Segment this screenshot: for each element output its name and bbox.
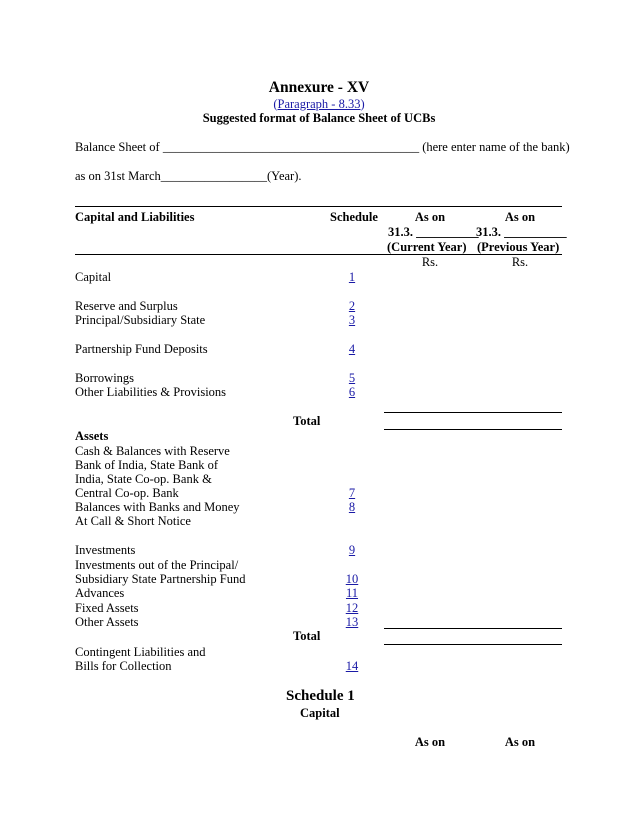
rs-previous: Rs. xyxy=(511,255,529,269)
as-on-line xyxy=(75,169,302,184)
page-subtitle: Suggested format of Balance Sheet of UCBs xyxy=(202,111,436,125)
assets-heading: Assets xyxy=(75,429,109,443)
liability-reserve-surplus: Reserve and Surplus xyxy=(75,299,178,313)
asset-other: Other Assets xyxy=(75,615,139,629)
liability-principal-subsidiary: Principal/Subsidiary State xyxy=(75,313,206,327)
contingent-line2: Bills for Collection xyxy=(75,659,172,673)
paragraph-open: ( xyxy=(273,97,278,111)
asset-fixed: Fixed Assets xyxy=(75,601,139,615)
liability-partnership-fund: Partnership Fund Deposits xyxy=(75,342,208,356)
schedule-link-14[interactable]: 14 xyxy=(345,659,359,673)
schedule-link-10[interactable]: 10 xyxy=(345,572,359,586)
paragraph-link[interactable]: Paragraph - 8.33 xyxy=(277,97,361,111)
asset-balances-line1: Balances with Banks and Money xyxy=(75,500,240,514)
schedule-link-5[interactable]: 5 xyxy=(348,371,356,385)
schedule-link-13[interactable]: 13 xyxy=(345,615,359,629)
header-top-rule xyxy=(75,206,562,207)
asset-cash-line1: Cash & Balances with Reserve xyxy=(75,444,230,458)
bank-name-hint: (here enter name of the bank) xyxy=(422,140,570,154)
page-title: Annexure - XV xyxy=(268,79,370,96)
liability-borrowings: Borrowings xyxy=(75,371,135,385)
paragraph-reference xyxy=(0,97,638,112)
asset-balances-line2: At Call & Short Notice xyxy=(75,514,191,528)
schedule-link-3[interactable]: 3 xyxy=(348,313,356,327)
asset-cash-line3: India, State Co-op. Bank & xyxy=(75,472,212,486)
schedule-link-2[interactable]: 2 xyxy=(348,299,356,313)
date-current: 31.3. __________ xyxy=(388,225,479,239)
total-label-liabilities: Total xyxy=(293,414,321,428)
as-on-previous-heading: As on xyxy=(504,210,536,224)
total-label-assets: Total xyxy=(293,629,321,643)
year-suffix: (Year). xyxy=(267,169,302,183)
balance-sheet-of-prefix: Balance Sheet of xyxy=(75,140,160,154)
paragraph-close: ) xyxy=(360,97,365,111)
date-previous: 31.3. __________ xyxy=(476,225,567,239)
capital-liabilities-heading: Capital and Liabilities xyxy=(75,210,195,224)
asset-cash-line2: Bank of India, State Bank of xyxy=(75,458,219,472)
asset-investments: Investments xyxy=(75,543,136,557)
previous-year-label: (Previous Year) xyxy=(477,240,560,254)
year-blank: _________________ xyxy=(160,169,267,183)
schedule-link-11[interactable]: 11 xyxy=(345,586,359,600)
balance-sheet-of-line xyxy=(75,140,570,155)
schedule1-as-on-previous: As on xyxy=(504,735,536,749)
current-year-label: (Current Year) xyxy=(387,240,467,254)
schedule-link-1[interactable]: 1 xyxy=(348,270,356,284)
schedule-link-9[interactable]: 9 xyxy=(348,543,356,557)
asset-advances: Advances xyxy=(75,586,125,600)
as-on-prefix: as on 31st March xyxy=(75,169,161,183)
schedule-link-4[interactable]: 4 xyxy=(348,342,356,356)
rs-current: Rs. xyxy=(421,255,439,269)
contingent-line1: Contingent Liabilities and xyxy=(75,645,206,659)
total2-rule-bottom xyxy=(384,644,562,645)
as-on-current-heading: As on xyxy=(414,210,446,224)
total2-rule-top xyxy=(384,628,562,629)
liability-other: Other Liabilities & Provisions xyxy=(75,385,227,399)
schedule1-as-on-current: As on xyxy=(414,735,446,749)
schedule1-title: Schedule 1 xyxy=(286,688,355,704)
asset-inv-principal-line2: Subsidiary State Partnership Fund xyxy=(75,572,246,586)
schedule-link-7[interactable]: 7 xyxy=(348,486,356,500)
asset-cash-line4: Central Co-op. Bank xyxy=(75,486,179,500)
schedule-link-12[interactable]: 12 xyxy=(345,601,359,615)
total1-rule-bottom xyxy=(384,429,562,430)
schedule-link-8[interactable]: 8 xyxy=(348,500,356,514)
bank-name-blank: _________________________________________ xyxy=(162,140,420,154)
total1-rule-top xyxy=(384,412,562,413)
schedule1-subtitle: Capital xyxy=(300,706,340,720)
schedule-link-6[interactable]: 6 xyxy=(348,385,356,399)
liability-capital: Capital xyxy=(75,270,112,284)
schedule-heading: Schedule xyxy=(330,210,378,224)
asset-inv-principal-line1: Investments out of the Principal/ xyxy=(75,558,239,572)
